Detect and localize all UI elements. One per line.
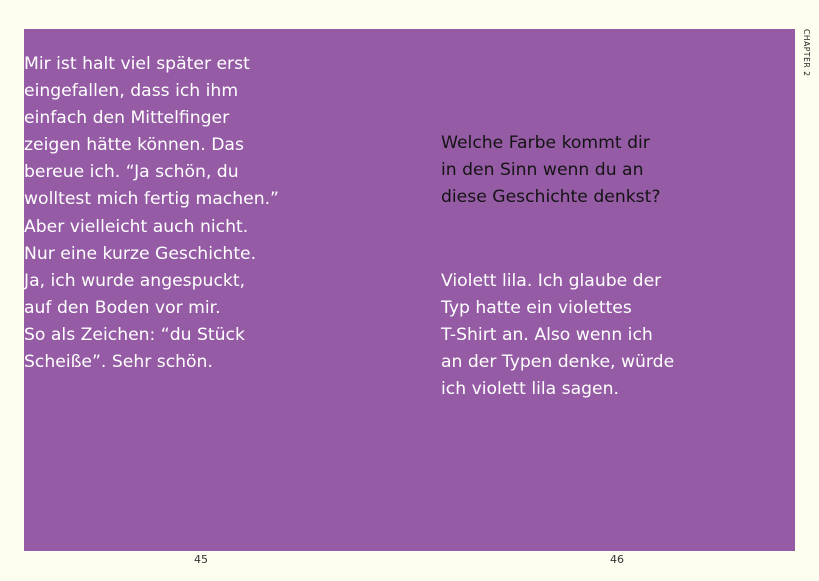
question-text: Welche Farbe kommt dir in den Sinn wenn du an diese Geschichte denkst? [441, 133, 661, 208]
answer-text: Violett lila. Ich glaube der Typ hatte ein violettes T-Shirt an. Also wenn ich an der Typen denke, würde ich violett lila sagen. [441, 271, 675, 400]
chapter-label: CHAPTER 2 [802, 29, 811, 77]
purple-spread-background [24, 29, 795, 551]
left-page-text: Mir ist halt viel später erst eingefallen, dass ich ihm einfach den Mittelfinger zeigen hätte können. Das bereue ich. “Ja schön, du wolltest mich fertig machen.” Aber vielleicht auch nicht. Nur eine kurze Geschichte. Ja, ich wurde angespuckt, auf den Boden vor mir. So als Zeichen: “du Stück Scheiße”. Sehr schön. [24, 54, 279, 373]
page-number-left: 45 [194, 553, 208, 566]
page-number-right: 46 [610, 553, 624, 566]
